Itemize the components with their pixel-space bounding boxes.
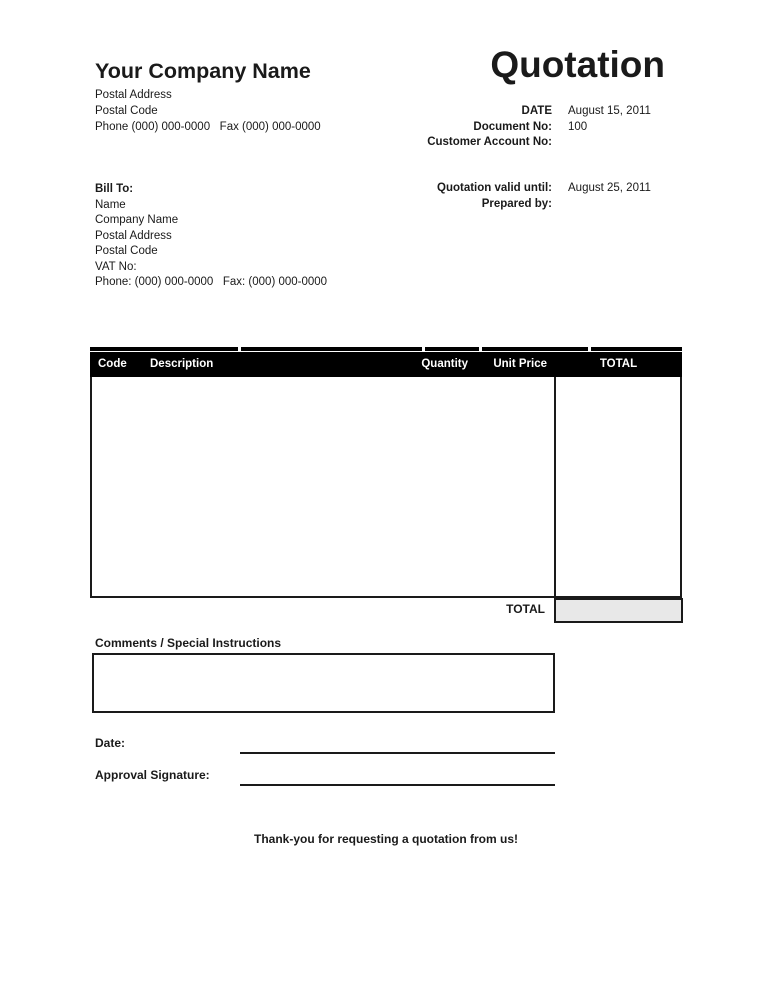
company-name: Your Company Name xyxy=(95,59,311,83)
bill-to-postal-address: Postal Address xyxy=(95,229,172,242)
column-header-quantity: Quantity xyxy=(421,358,468,370)
page-title: Quotation xyxy=(490,44,665,85)
company-postal-address: Postal Address xyxy=(95,89,172,101)
table-top-border-segment xyxy=(482,347,588,351)
date-label: DATE xyxy=(521,105,552,117)
company-postal-code: Postal Code xyxy=(95,105,158,117)
total-amount-box[interactable] xyxy=(554,598,683,623)
valid-until-label: Quotation valid until: xyxy=(437,182,552,194)
customer-account-no-label: Customer Account No: xyxy=(427,136,552,148)
column-header-unit-price: Unit Price xyxy=(493,358,547,370)
bill-to-company-name: Company Name xyxy=(95,214,179,226)
document-no-label: Document No: xyxy=(473,121,552,133)
comments-heading: Comments / Special Instructions xyxy=(95,636,282,650)
table-top-border-segment xyxy=(425,347,479,351)
column-header-code: Code xyxy=(98,358,127,370)
comments-box[interactable] xyxy=(92,653,555,713)
meta-row-prepared-by xyxy=(0,198,768,213)
footer-thank-you-note: Thank-you for requesting a quotation from us! xyxy=(254,832,518,846)
date-signature-line[interactable] xyxy=(240,752,555,754)
items-table-header xyxy=(90,352,682,377)
prepared-by-label: Prepared by: xyxy=(481,198,552,210)
meta-row-document-no xyxy=(0,121,768,136)
meta-row-customer-account-no xyxy=(0,136,768,151)
date-signature-label: Date: xyxy=(95,736,126,750)
meta-row-valid-until xyxy=(0,182,768,197)
table-top-border-segment xyxy=(90,347,238,351)
table-top-border-segment xyxy=(591,347,682,351)
bill-to-postal-code: Postal Code xyxy=(95,245,158,257)
approval-signature-label: Approval Signature: xyxy=(95,768,210,782)
table-top-border-segment xyxy=(241,347,422,351)
meta-row-date xyxy=(0,105,768,120)
document-no-value: 100 xyxy=(568,121,588,133)
bill-to-vat-no: VAT No: xyxy=(95,260,137,273)
valid-until-value: August 25, 2011 xyxy=(568,182,651,194)
bill-to-phone-fax: Phone: (000) 000-0000 Fax: (000) 000-0000 xyxy=(95,276,328,288)
bill-to-heading: Bill To: xyxy=(95,183,134,195)
column-header-total: TOTAL xyxy=(599,358,638,370)
date-value: August 15, 2011 xyxy=(568,105,651,117)
column-header-description: Description xyxy=(150,358,214,370)
bill-to-name: Name xyxy=(95,198,126,211)
total-column-divider xyxy=(554,377,556,598)
approval-signature-line[interactable] xyxy=(240,784,555,786)
total-label: TOTAL xyxy=(506,602,545,616)
company-phone-fax: Phone (000) 000-0000 Fax (000) 000-0000 xyxy=(95,121,321,133)
items-table-body[interactable] xyxy=(90,377,682,598)
